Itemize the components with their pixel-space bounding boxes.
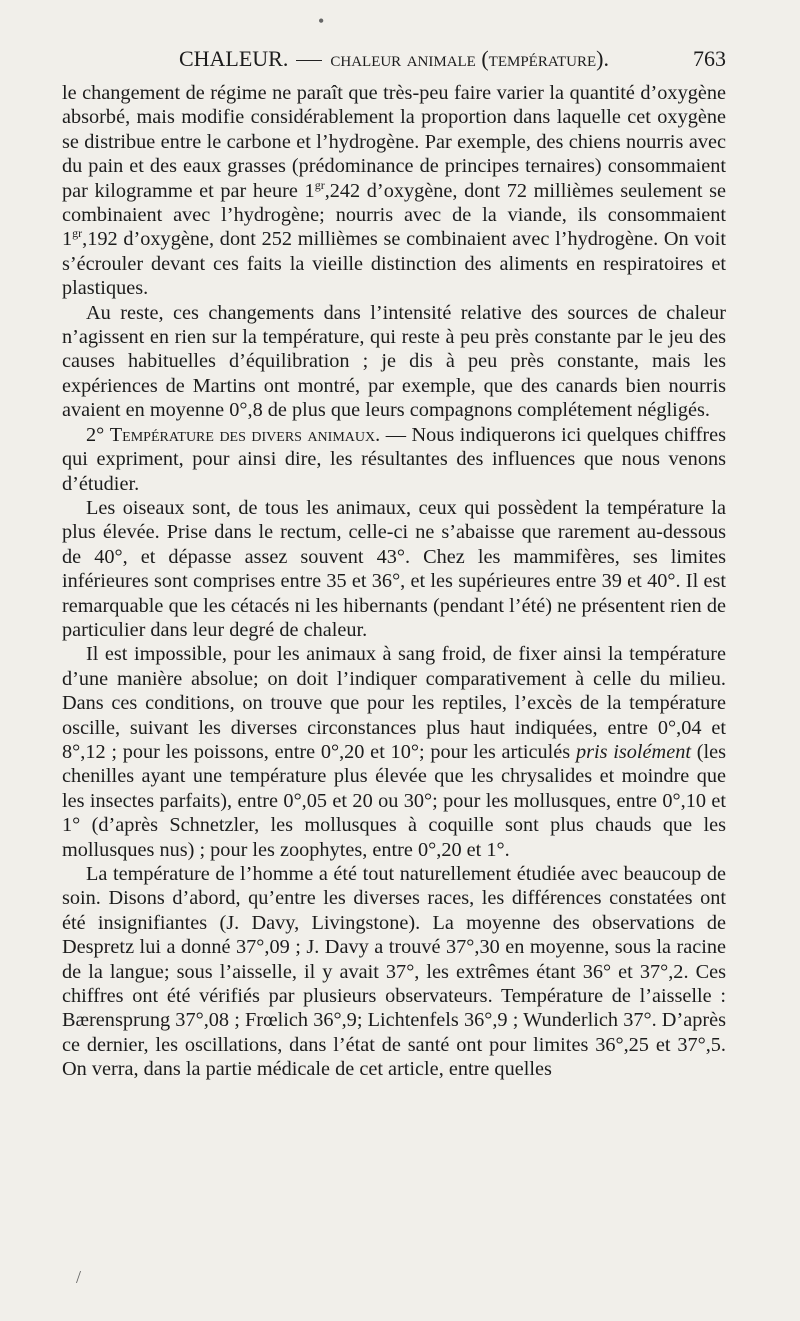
text-segment: le changement de régime ne paraît que très-peu faire varier la quantité d’oxygène absorbé, mais modifie considérablement la proportion dans laquelle cet oxygène se distribue entre le carbone et l’hydrogène. Par exemple, des chiens nourris avec du pain et des eaux grasses (prédominance de principes ternaires) consommaient par kilogramme et par heure 1 xyxy=(62,82,726,202)
text-segment: Température des divers animaux xyxy=(109,423,376,446)
paragraph xyxy=(62,81,726,301)
chapter-title: CHALEUR. xyxy=(178,46,289,71)
section-title: chaleur animale (température). xyxy=(330,46,610,71)
text-segment: gr xyxy=(314,177,325,192)
text-segment: Les oiseaux sont, de tous les animaux, ceux qui possèdent la température la plus élevée. Prise dans le rectum, celle-ci ne s’abaisse que rarement au-dessous de 40°, et dépasse assez souvent 43°. Chez les mammifères, ses limites inférieures sont comprises entre 35 et 36°, et les supérieures entre 39 et 40°. Il est remarquable que les cétacés ni les hibernants (pendant l’été) ne présentent rien de particulier dans leur degré de chaleur. xyxy=(62,496,726,641)
text-segment: La température de l’homme a été tout naturellement étudiée avec beaucoup de soin. Disons d’abord, qu’entre les diverses races, les différences constatées ont été insignifiantes (J. Davy, Livingstone). La moyenne des observations de Despretz lui a donné 37°,09 ; J. Davy a trouvé 37°,30 en moyenne, sous la racine de la langue; sous l’aisselle, il y avait 37°, les extrêmes étant 36° et 37°,2. Ces chiffres ont été vérifiés par plusieurs observateurs. Température de l’aisselle : Bærensprung 37°,08 ; Frœlich 36°,9; Lichtenfels 36°,9 ; Wunderlich 37°. D’après ce dernier, les oscillations, dans l’état de santé ont pour limites 36°,25 et 37°,5. On verra, dans la partie médicale de cet article, entre quelles xyxy=(62,863,726,1081)
paragraph xyxy=(62,423,726,496)
page-number: 763 xyxy=(693,46,726,71)
header-dash xyxy=(296,60,322,61)
paragraph xyxy=(62,862,726,1082)
text-segment: Au reste, ces changements dans l’intensité relative des sources de chaleur n’agissent en rien sur la température, qui reste à peu près constante par le jeu des causes habituelles d’équilibration ; je dis à peu près constante, mais les expériences de Martins ont montré, par exemple, que des canards bien nourris avaient en moyenne 0°,8 de plus que leurs compagnons complétement négligés. xyxy=(62,301,726,422)
top-dot-mark: • xyxy=(318,11,325,31)
paragraph xyxy=(62,642,726,862)
bottom-stroke-mark: / xyxy=(76,1267,82,1287)
text-segment: pris isolément xyxy=(575,740,691,763)
text-segment: Il est impossible, pour les animaux à sang froid, de fixer ainsi la température d’une manière absolue; on doit l’indiquer comparativement à celle du milieu. Dans ces conditions, on trouve que pour les reptiles, l’excès de la température oscille, suivant les diverses circonstances plus haut indiquées, entre 0°,04 et 8°,12 ; pour les poissons, entre 0°,20 et 10°; pour les articulés xyxy=(62,643,726,763)
text-segment: . — Nous indiquerons ici quelques chiffres qui expriment, pour ainsi dire, les résultantes des influences que nous venons d’étudier. xyxy=(62,423,726,495)
text-segment: ,192 d’oxygène, dont 252 millièmes se combinaient avec l’hydrogène. On voit s’écrouler devant ces faits la vieille distinction des aliments en respiratoires et plastiques. xyxy=(62,228,726,300)
body-text xyxy=(62,81,726,1082)
text-segment: 2° xyxy=(86,423,110,446)
running-header-title xyxy=(62,44,726,74)
text-segment: ,242 d’oxygène, dont 72 millièmes seulement se combinaient avec l’hydrogène; nourris avec de la viande, ils consommaient 1 xyxy=(62,179,726,251)
text-segment: gr xyxy=(72,226,83,241)
paragraph xyxy=(62,301,726,423)
paragraph xyxy=(62,496,726,642)
running-header xyxy=(62,44,726,74)
text-segment: (les chenilles ayant une température plus élevée que les chrysalides et moindre que les insectes parfaits), entre 0°,05 et 20 ou 30°; pour les mollusques, entre 0°,10 et 1° (d’après Schnetzler, les mollusques à coquille sont plus chauds que les mollusques nus) ; pour les zoophytes, entre 0°,20 et 1°. xyxy=(62,740,727,861)
